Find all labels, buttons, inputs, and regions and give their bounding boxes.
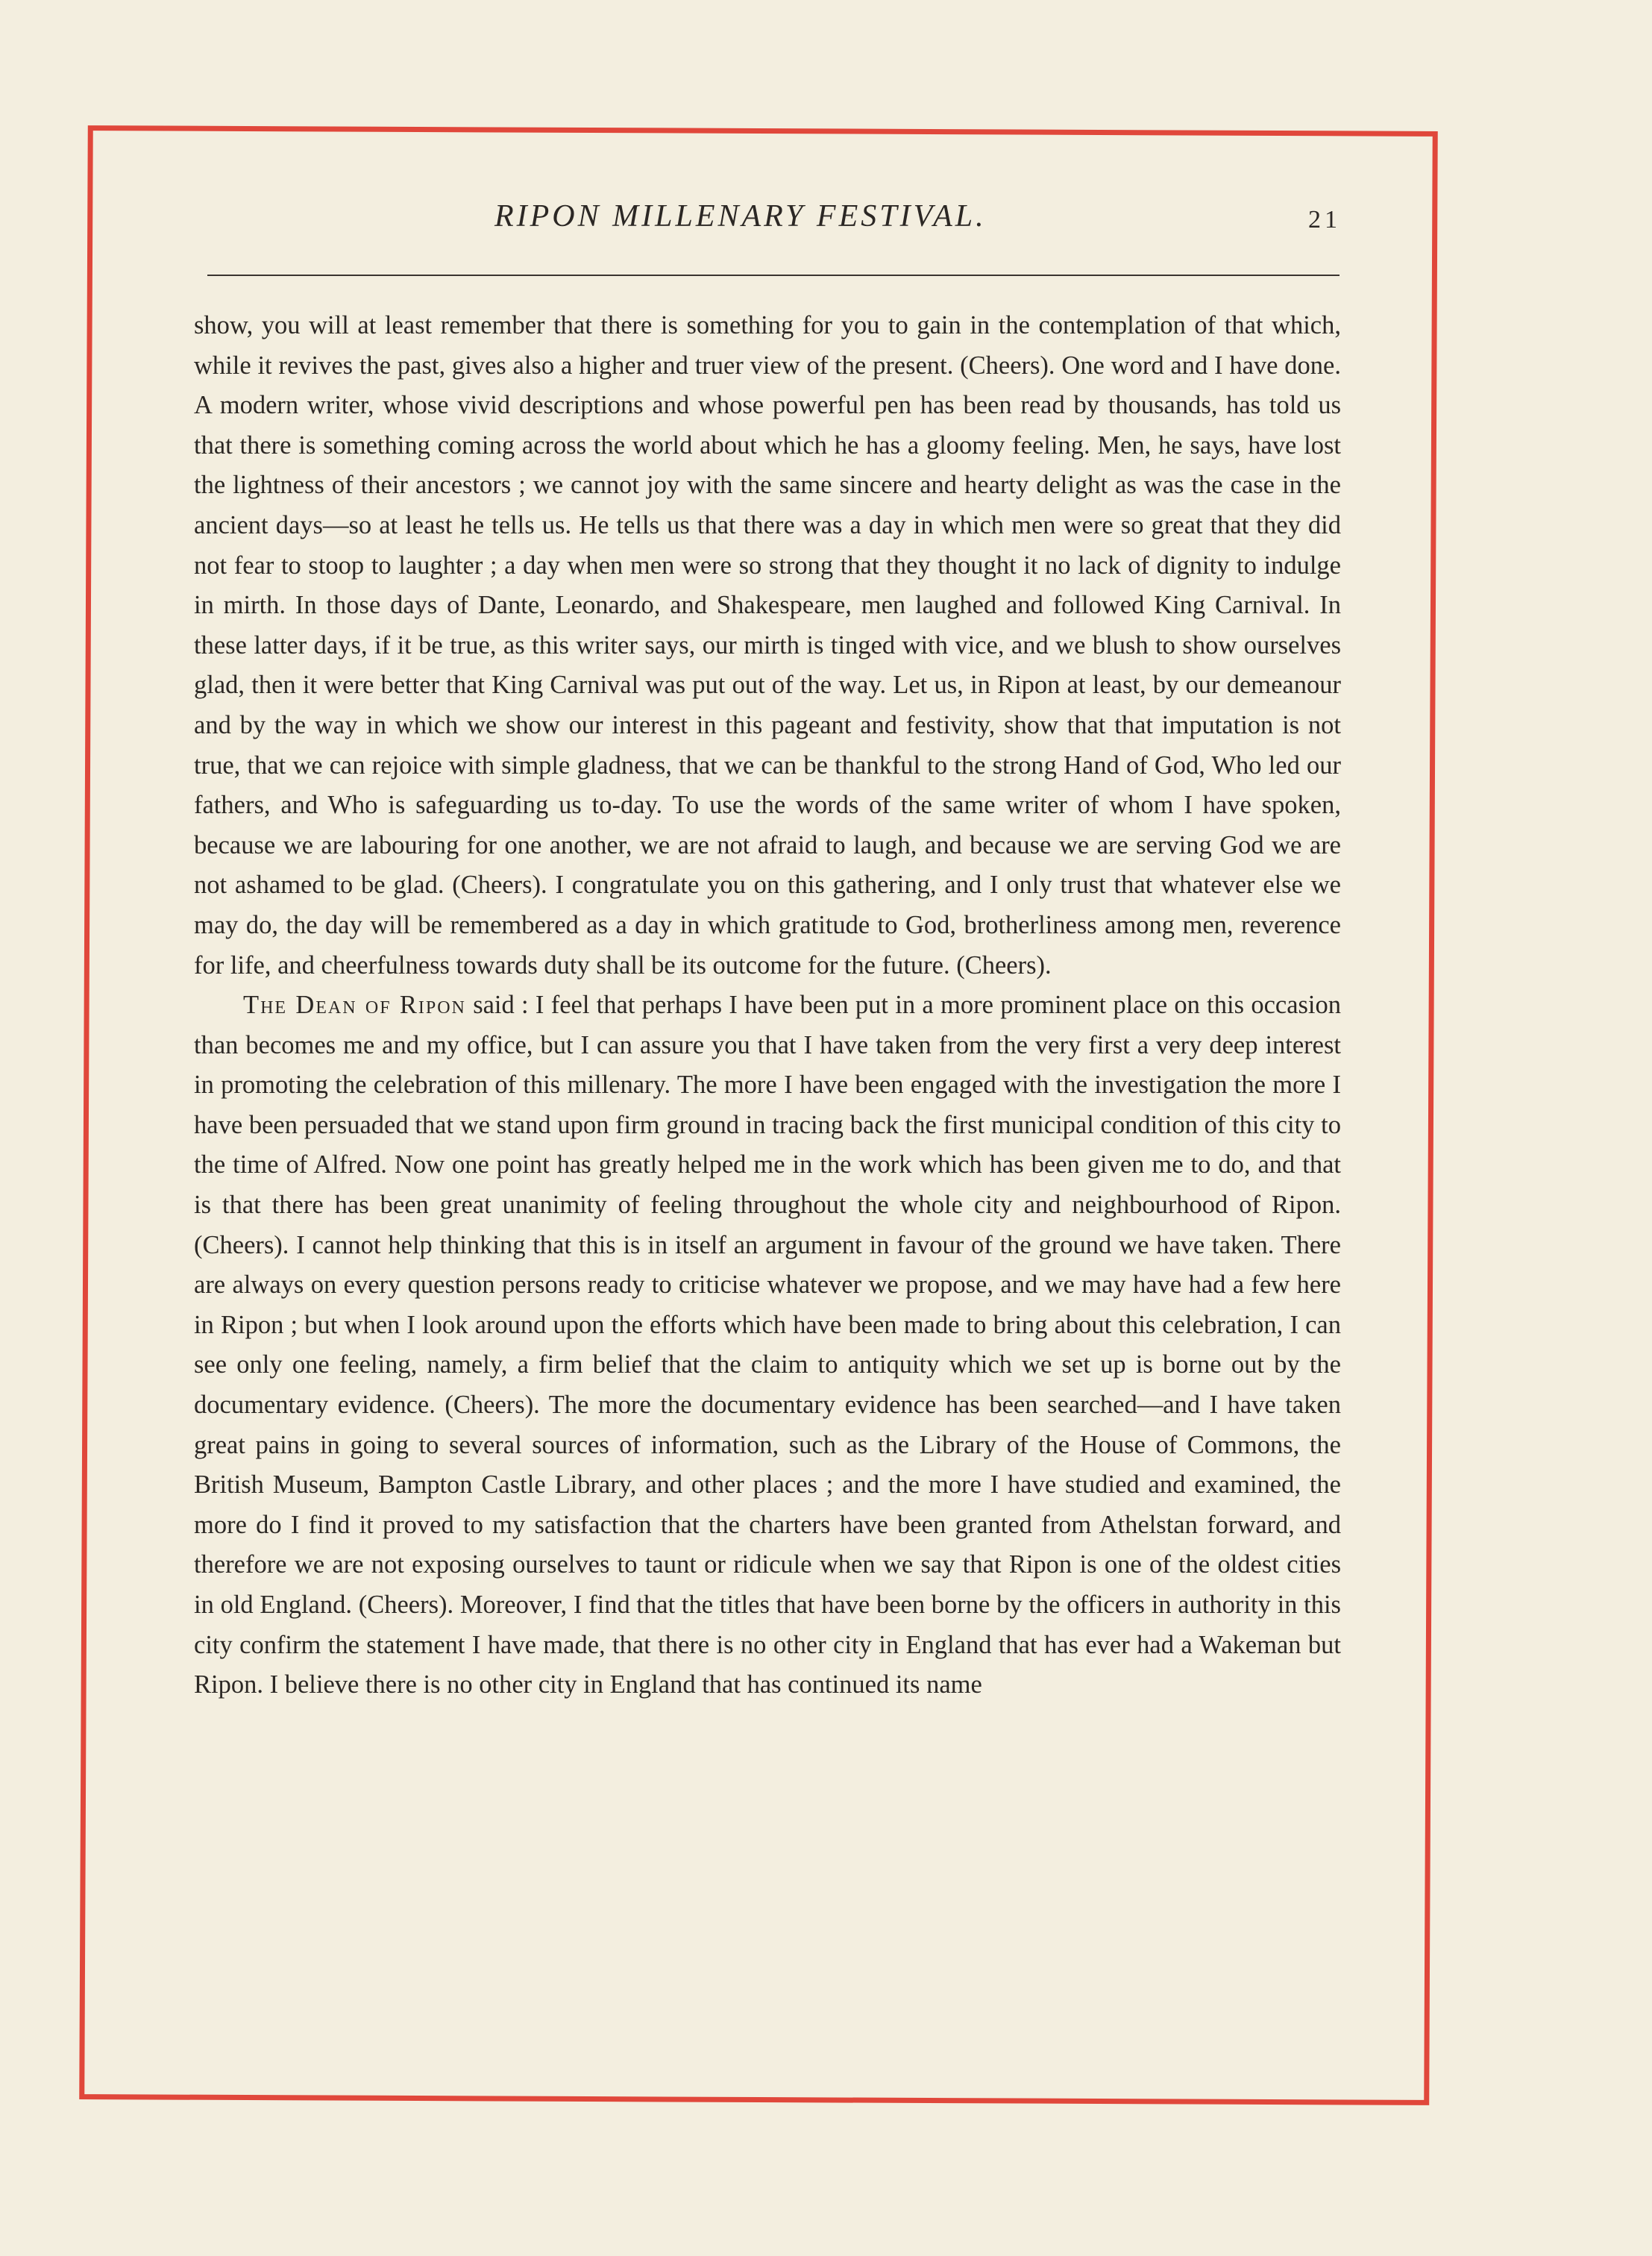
page-number: 21 [1308,206,1341,234]
page-header [207,198,1341,243]
paragraph-2 [194,986,1341,1705]
speaker-name: The Dean of Ripon [243,991,466,1020]
running-title: RIPON MILLENARY FESTIVAL. [494,199,987,234]
paragraph-2-text: said : I feel that perhaps I have been put in a more prominent place on this occasion than becomes me and my office, but I can assure you that I have taken from the very first a very deep interest in promoting the celebration of this millenary. The more I have been engaged with the investigation the more I have been persuaded that we stand upon firm ground in tracing back the first municipal condition of this city to the time of Alfred. Now one point has greatly helped me in the work which has been given me to do, and that is that there has been great unanimity of feeling throughout the whole city and neighbourhood of Ripon. (Cheers). I cannot help thinking that this is in itself an argument in favour of the ground we have taken. There are always on every question persons ready to criticise whatever we propose, and we may have had a few here in Ripon ; but when I look around upon the efforts which have been made to bring about this celebration, I can see only one feeling, namely, a firm belief that the claim to antiquity which we set up is borne out by the documentary evidence. (Cheers). The more the documentary evidence has been searched—and I have taken great pains in going to several sources of information, such as the Library of the House of Commons, the British Museum, Bampton Castle Library, and other places ; and the more I have studied and examined, the more do I find it proved to my satisfaction that the charters have been granted from Athelstan forward, and therefore we are not exposing ourselves to taunt or ridicule when we say that Ripon is one of the oldest cities in old England. (Cheers). Moreover, I find that the titles that have been borne by the officers in authority in this city confirm the statement I have made, that there is no other city in England that has ever had a Wakeman but Ripon. I believe there is no other city in England that has continued its name [194,991,1342,1699]
paragraph-1: show, you will at least remember that there is something for you to gain in the contemplation of that which, while it revives the past, gives also a higher and truer view of the present. (Cheers). One word and I have done. A modern writer, whose vivid descriptions and whose powerful pen has been read by thousands, has told us that there is something coming across the world about which he has a gloomy feeling. Men, he says, have lost the lightness of their ancestors ; we cannot joy with the same sincere and hearty delight as was the case in the ancient days—so at least he tells us. He tells us that there was a day in which men were so great that they did not fear to stoop to laughter ; a day when men were so strong that they thought it no lack of dignity to indulge in mirth. In those days of Dante, Leonardo, and Shakespeare, men laughed and followed King Carnival. In these latter days, if it be true, as this writer says, our mirth is tinged with vice, and we blush to show ourselves glad, then it were better that King Carnival was put out of the way. Let us, in Ripon at least, by our demeanour and by the way in which we show our interest in this pageant and festivity, show that that imputation is not true, that we can rejoice with simple gladness, that we can be thankful to the strong Hand of God, Who led our fathers, and Who is safeguarding us to-day. To use the words of the same writer of whom I have spoken, because we are labouring for one another, we are not afraid to laugh, and because we are serving God we are not ashamed to be glad. (Cheers). I congratulate you on this gathering, and I only trust that whatever else we may do, the day will be remembered as a day in which gratitude to God, brotherliness among men, reverence for life, and cheerfulness towards duty shall be its outcome for the future. (Cheers). [194,311,1341,980]
body-text [194,306,1341,1705]
header-rule [207,275,1339,276]
